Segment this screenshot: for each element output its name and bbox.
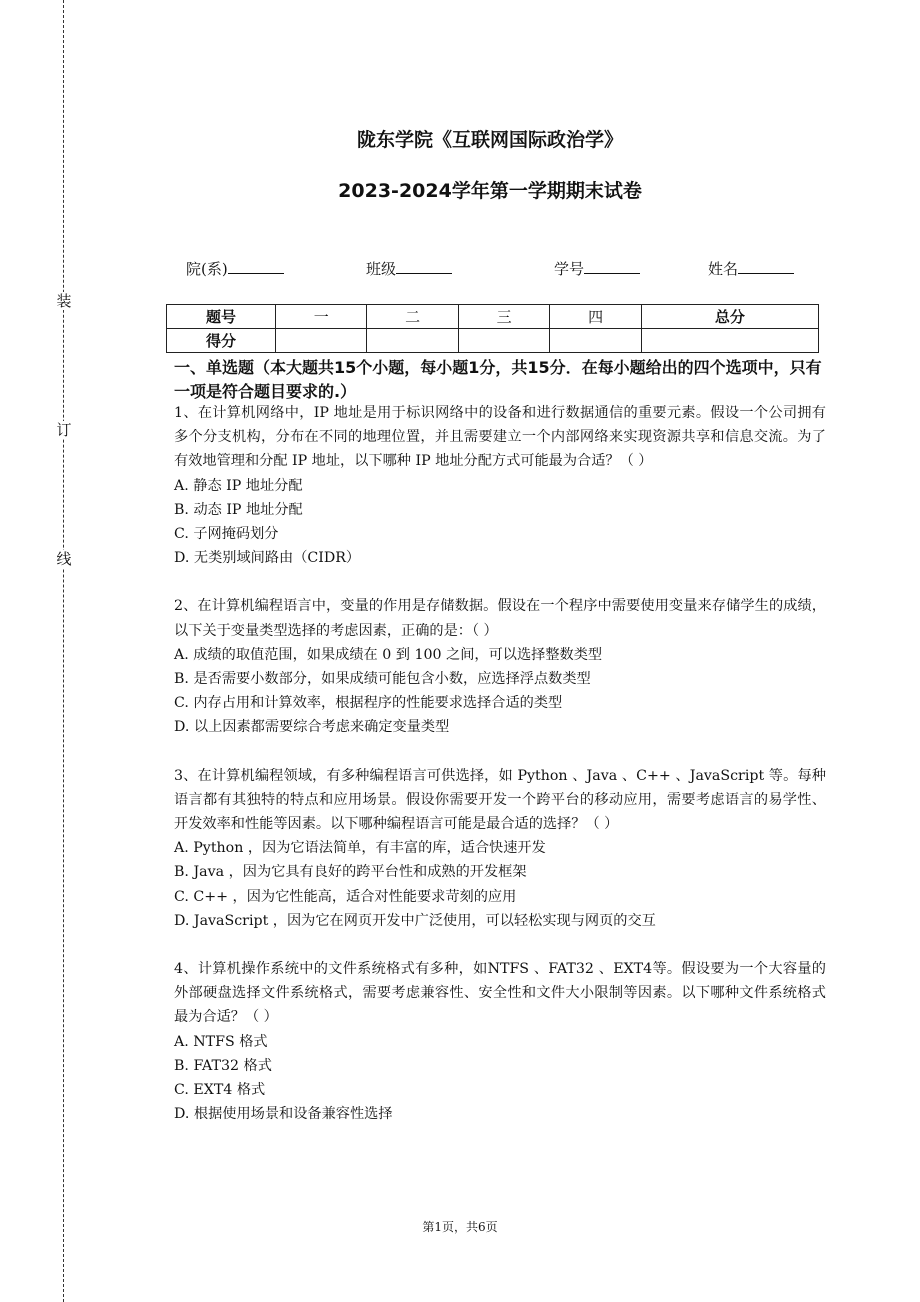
score-table-score-row bbox=[167, 329, 819, 353]
score-table-col-total: 总分 bbox=[641, 305, 818, 329]
score-cell-3[interactable] bbox=[458, 329, 549, 353]
score-cell-total[interactable] bbox=[641, 329, 818, 353]
student-id-blank[interactable] bbox=[584, 259, 640, 274]
score-cell-2[interactable] bbox=[367, 329, 458, 353]
score-cell-4[interactable] bbox=[550, 329, 641, 353]
question-4-option-c: C. EXT4 格式 bbox=[174, 1082, 266, 1099]
question-4-stem: 4、计算机操作系统中的文件系统格式有多种，如NTFS 、FAT32 、EXT4等。假设要为一个大容量的外部硬盘选择文件系统格式，需要考虑兼容性、安全性和文件大小限制等因素。以下哪种文件系统格式最为合适？（ ） bbox=[174, 961, 826, 1026]
question-2-option-b: B. 是否需要小数部分，如果成绩可能包含小数，应选择浮点数类型 bbox=[174, 671, 591, 688]
question-1-option-b: B. 动态 IP 地址分配 bbox=[174, 501, 303, 518]
score-table-col-2: 二 bbox=[367, 305, 458, 329]
binding-dashed-line bbox=[63, 0, 64, 1302]
class-label: 班级 bbox=[366, 260, 397, 278]
question-4-option-a: A. NTFS 格式 bbox=[174, 1033, 268, 1050]
question-3-option-c: C. C++ ，因为它性能高，适合对性能要求苛刻的应用 bbox=[174, 888, 517, 905]
question-3 bbox=[174, 764, 826, 933]
question-list bbox=[174, 401, 826, 1150]
score-table-col-3: 三 bbox=[458, 305, 549, 329]
question-4-option-b: B. FAT32 格式 bbox=[174, 1057, 272, 1074]
score-table-col-1: 一 bbox=[276, 305, 367, 329]
question-2-option-d: D. 以上因素都需要综合考虑来确定变量类型 bbox=[174, 719, 450, 736]
exam-title: 陇东学院《互联网国际政治学》 bbox=[356, 129, 623, 151]
question-3-option-a: A. Python ，因为它语法简单，有丰富的库，适合快速开发 bbox=[174, 840, 546, 857]
question-2-stem: 2、在计算机编程语言中，变量的作用是存储数据。假设在一个程序中需要使用变量来存储学生的成绩，以下关于变量类型选择的考虑因素，正确的是：（ ） bbox=[174, 598, 826, 639]
binding-char-zhuang: 装 bbox=[56, 292, 72, 310]
department-field[interactable] bbox=[186, 258, 284, 279]
question-2-option-a: A. 成绩的取值范围，如果成绩在 0 到 100 之间，可以选择整数类型 bbox=[174, 646, 603, 663]
question-1-stem: 1、在计算机网络中，IP 地址是用于标识网络中的设备和进行数据通信的重要元素。假设一个公司拥有多个分支机构，分布在不同的地理位置，并且需要建立一个内部网络来实现资源共享和信息交流。为了有效地管理和分配 IP 地址，以下哪种 IP 地址分配方式可能最为合适？（ ） bbox=[174, 405, 826, 470]
question-3-option-b: B. Java ，因为它具有良好的跨平台性和成熟的开发框架 bbox=[174, 864, 527, 881]
class-field[interactable] bbox=[366, 258, 452, 279]
student-id-label: 学号 bbox=[554, 260, 585, 278]
score-table bbox=[166, 304, 819, 353]
question-3-option-d: D. JavaScript ，因为它在网页开发中广泛使用，可以轻松实现与网页的交互 bbox=[174, 912, 656, 929]
name-blank[interactable] bbox=[738, 259, 794, 274]
exam-subtitle: 2023-2024学年第一学期期末试卷 bbox=[338, 180, 642, 202]
question-4-option-d: D. 根据使用场景和设备兼容性选择 bbox=[174, 1106, 393, 1123]
binding-char-xian: 线 bbox=[56, 550, 72, 568]
student-info-row bbox=[186, 258, 826, 280]
page-number: 第1页，共6页 bbox=[422, 1220, 498, 1234]
class-blank[interactable] bbox=[396, 259, 452, 274]
department-label: 院(系) bbox=[186, 260, 228, 278]
score-table-score-label: 得分 bbox=[167, 329, 276, 353]
name-field[interactable] bbox=[708, 258, 794, 279]
score-table-header-row bbox=[167, 305, 819, 329]
score-cell-1[interactable] bbox=[276, 329, 367, 353]
section-1-heading: 一、单选题（本大题共15个小题，每小题1分，共15分．在每小题给出的四个选项中，只有一项是符合题目要求的.） bbox=[174, 358, 822, 401]
student-id-field[interactable] bbox=[554, 258, 640, 279]
department-blank[interactable] bbox=[228, 259, 284, 274]
name-label: 姓名 bbox=[708, 260, 739, 278]
question-2 bbox=[174, 594, 826, 739]
question-1-option-c: C. 子网掩码划分 bbox=[174, 526, 279, 543]
question-1-option-a: A. 静态 IP 地址分配 bbox=[174, 477, 303, 494]
question-4 bbox=[174, 957, 826, 1126]
question-1-option-d: D. 无类别域间路由（CIDR） bbox=[174, 550, 361, 567]
question-2-option-c: C. 内存占用和计算效率，根据程序的性能要求选择合适的类型 bbox=[174, 695, 563, 712]
binding-char-ding: 订 bbox=[56, 421, 72, 439]
score-table-header-label: 题号 bbox=[167, 305, 276, 329]
question-1 bbox=[174, 401, 826, 570]
question-3-stem: 3、在计算机编程领域，有多种编程语言可供选择，如 Python 、Java 、C++ 、JavaScript 等。每种语言都有其独特的特点和应用场景。假设你需要开发一个跨平台的移动应用，需要考虑语言的易学性、开发效率和性能等因素。以下哪种编程语言可能是最合适的选择？（ ） bbox=[174, 767, 826, 833]
score-table-col-4: 四 bbox=[550, 305, 641, 329]
